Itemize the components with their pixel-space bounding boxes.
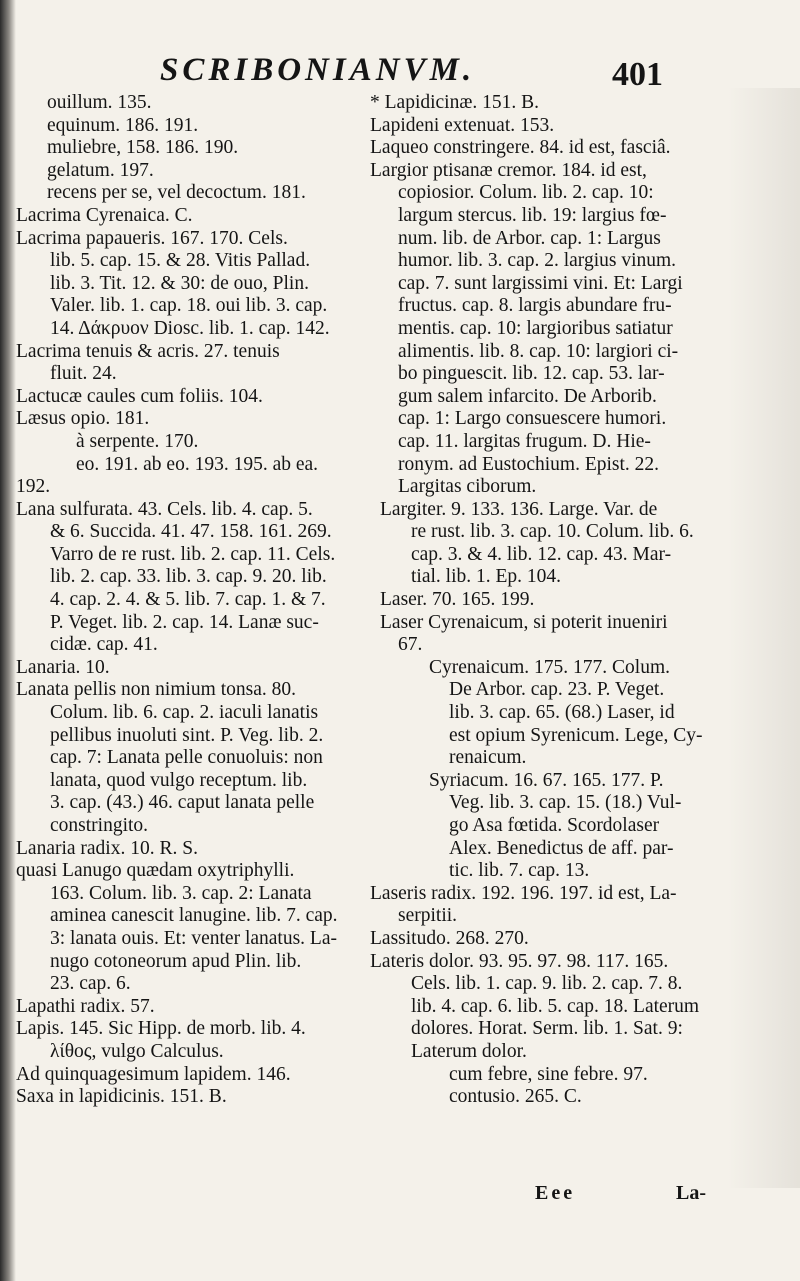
index-entry-line: copiosior. Colum. lib. 2. cap. 10:: [398, 182, 654, 204]
index-entry-line: Lassitudo. 268. 270.: [370, 927, 529, 949]
index-entry-line: tial. lib. 1. Ep. 104.: [411, 566, 562, 588]
index-entry-line: 67.: [398, 634, 423, 656]
index-entry-line: pellibus inuoluti sint. P. Veg. lib. 2.: [50, 724, 324, 746]
index-entry-line: lanata, quod vulgo receptum. lib.: [50, 769, 308, 791]
index-entry-line: Lanata pellis non nimium tonsa. 80.: [16, 679, 296, 701]
index-entry-line: lib. 5. cap. 15. & 28. Vitis Pallad.: [50, 250, 311, 272]
index-entry-line: lib. 2. cap. 33. lib. 3. cap. 9. 20. lib.: [50, 566, 327, 588]
index-entry-line: 3: lanata ouis. Et: venter lanatus. La-: [50, 927, 337, 949]
index-entry-line: cap. 1: Largo consuescere humori.: [398, 408, 667, 430]
index-entry-line: Laqueo constringere. 84. id est, fasciâ.: [370, 137, 671, 159]
index-entry-line: serpitii.: [398, 905, 458, 927]
index-entry-line: Largior ptisanæ cremor. 184. id est,: [370, 159, 647, 181]
index-entry-line: Lanaria. 10.: [16, 656, 110, 678]
index-entry-line: De Arbor. cap. 23. P. Veget.: [449, 679, 665, 701]
index-entry-line: num. lib. de Arbor. cap. 1: Largus: [398, 227, 661, 249]
index-entry-line: cidæ. cap. 41.: [50, 634, 158, 656]
index-entry-line: Lapathi radix. 57.: [16, 995, 155, 1017]
index-entry-line: est opium Syrenicum. Lege, Cy-: [449, 724, 703, 746]
index-entry-line: Saxa in lapidicinis. 151. B.: [16, 1086, 227, 1108]
index-entry-line: Lateris dolor. 93. 95. 97. 98. 117. 165.: [370, 950, 669, 972]
index-entry-line: Colum. lib. 6. cap. 2. iaculi lanatis: [50, 702, 319, 724]
index-entry-line: lib. 3. Tit. 12. & 30: de ouo, Plin.: [50, 272, 309, 294]
catchword: La-: [676, 1182, 706, 1204]
index-entry-line: 192.: [16, 476, 51, 498]
index-entry-line: Varro de re rust. lib. 2. cap. 11. Cels.: [50, 543, 336, 565]
index-entry-line: dolores. Horat. Serm. lib. 1. Sat. 9:: [411, 1018, 683, 1040]
index-entry-line: Largiter. 9. 133. 136. Large. Var. de: [380, 498, 658, 520]
index-entry-line: Laseris radix. 192. 196. 197. id est, La-: [370, 882, 677, 904]
index-entry-line: Lapideni extenuat. 153.: [370, 114, 555, 136]
index-entry-line: 23. cap. 6.: [50, 973, 131, 995]
index-entry-line: constringito.: [50, 815, 149, 836]
index-entry-line: Læsus opio. 181.: [16, 408, 150, 430]
index-entry-line: humor. lib. 3. cap. 2. largius vinum.: [398, 250, 677, 272]
index-entry-line: Lanaria radix. 10. R. S.: [16, 837, 198, 859]
signature-mark: Eee: [535, 1182, 576, 1204]
index-entry-line: re rust. lib. 3. cap. 10. Colum. lib. 6.: [411, 521, 694, 543]
index-entry-line: cap. 3. & 4. lib. 12. cap. 43. Mar-: [411, 543, 672, 565]
index-entry-line: Veg. lib. 3. cap. 15. (18.) Vul-: [449, 792, 682, 814]
index-entry-line: * Lapidicinæ. 151. B.: [370, 92, 539, 113]
index-entry-line: Valer. lib. 1. cap. 18. oui lib. 3. cap.: [50, 295, 328, 317]
index-entry-line: gelatum. 197.: [47, 159, 154, 181]
index-entry-line: Alex. Benedictus de aff. par-: [449, 837, 674, 859]
page-right-shade: [728, 88, 800, 1188]
index-entry-line: cap. 11. largitas frugum. D. Hie-: [398, 430, 651, 452]
index-entry-line: Cyrenaicum. 175. 177. Colum.: [429, 656, 671, 678]
index-entry-line: mentis. cap. 10: largioribus satiatur: [398, 317, 673, 339]
index-entry-line: equinum. 186. 191.: [47, 114, 199, 136]
index-entry-line: tic. lib. 7. cap. 13.: [449, 860, 590, 882]
index-entry-line: fructus. cap. 8. largis abundare fru-: [398, 295, 672, 317]
index-entry-line: ronym. ad Eustochium. Epist. 22.: [398, 453, 660, 475]
index-entry-line: Cels. lib. 1. cap. 9. lib. 2. cap. 7. 8.: [411, 973, 683, 995]
index-entry-line: lib. 4. cap. 6. lib. 5. cap. 18. Laterum: [411, 995, 700, 1017]
index-entry-line: Laser Cyrenaicum, si poterit inueniri: [380, 611, 668, 633]
index-entry-line: 4. cap. 2. 4. & 5. lib. 7. cap. 1. & 7.: [50, 589, 326, 611]
index-entry-line: eo. 191. ab eo. 193. 195. ab ea.: [76, 453, 319, 475]
index-entry-line: muliebre, 158. 186. 190.: [47, 137, 239, 159]
index-entry-line: Syriacum. 16. 67. 165. 177. P.: [429, 769, 664, 791]
index-entry-line: fluit. 24.: [50, 363, 117, 385]
index-entry-line: cum febre, sine febre. 97.: [449, 1063, 648, 1085]
index-entry-line: gum salem infarcito. De Arborib.: [398, 385, 657, 407]
index-entry-line: lib. 3. cap. 65. (68.) Laser, id: [449, 702, 675, 724]
index-entry-line: Lana sulfurata. 43. Cels. lib. 4. cap. 5.: [16, 498, 313, 520]
index-entry-line: Lactucæ caules cum foliis. 104.: [16, 385, 263, 407]
page-binding-shadow: [0, 0, 16, 1281]
index-entry-line: Ad quinquagesimum lapidem. 146.: [16, 1063, 291, 1085]
index-entry-line: nugo cotoneorum apud Plin. lib.: [50, 950, 302, 972]
index-entry-line: Laterum dolor.: [411, 1040, 527, 1062]
running-header-title: SCRIBONIANVM.: [160, 52, 476, 88]
index-entry-line: cap. 7. sunt largissimi vini. Et: Largi: [398, 272, 683, 294]
index-entry-line: à serpente. 170.: [76, 430, 199, 452]
index-column-left: [16, 92, 366, 1109]
index-entry-line: P. Veget. lib. 2. cap. 14. Lanæ suc-: [50, 611, 319, 633]
index-entry-line: contusio. 265. C.: [449, 1086, 582, 1108]
index-entry-line: quasi Lanugo quædam oxytriphylli.: [16, 860, 295, 882]
index-entry-line: ouillum. 135.: [47, 92, 152, 113]
index-entry-line: aminea canescit lanugine. lib. 7. cap.: [50, 905, 338, 927]
index-entry-line: go Asa fœtida. Scordolaser: [449, 815, 660, 836]
index-entry-line: Lacrima Cyrenaica. C.: [16, 204, 193, 226]
index-entry-line: 3. cap. (43.) 46. caput lanata pelle: [50, 792, 315, 814]
index-entry-line: renaicum.: [449, 747, 527, 769]
index-entry-line: Lapis. 145. Sic Hipp. de morb. lib. 4.: [16, 1018, 306, 1040]
index-entry-line: & 6. Succida. 41. 47. 158. 161. 269.: [50, 521, 332, 543]
index-entry-line: alimentis. lib. 8. cap. 10: largiori ci-: [398, 340, 679, 362]
index-entry-line: 163. Colum. lib. 3. cap. 2: Lanata: [50, 882, 312, 904]
index-entry-line: largum stercus. lib. 19: largius fœ-: [398, 204, 667, 226]
index-entry-line: Laser. 70. 165. 199.: [380, 589, 535, 611]
index-entry-line: Lacrima papaueris. 167. 170. Cels.: [16, 227, 288, 249]
index-entry-line: recens per se, vel decoctum. 181.: [47, 182, 306, 204]
index-entry-line: λίθος, vulgo Calculus.: [50, 1040, 224, 1062]
index-entry-line: 14. Δάκρυον Diosc. lib. 1. cap. 142.: [50, 317, 330, 339]
index-entry-line: Largitas ciborum.: [398, 476, 537, 498]
index-column-right: [370, 92, 722, 1109]
page-number: 401: [612, 56, 663, 93]
index-entry-line: bo pinguescit. lib. 12. cap. 53. lar-: [398, 363, 665, 385]
index-entry-line: Lacrima tenuis & acris. 27. tenuis: [16, 340, 280, 362]
index-entry-line: cap. 7: Lanata pelle conuoluis: non: [50, 747, 323, 769]
